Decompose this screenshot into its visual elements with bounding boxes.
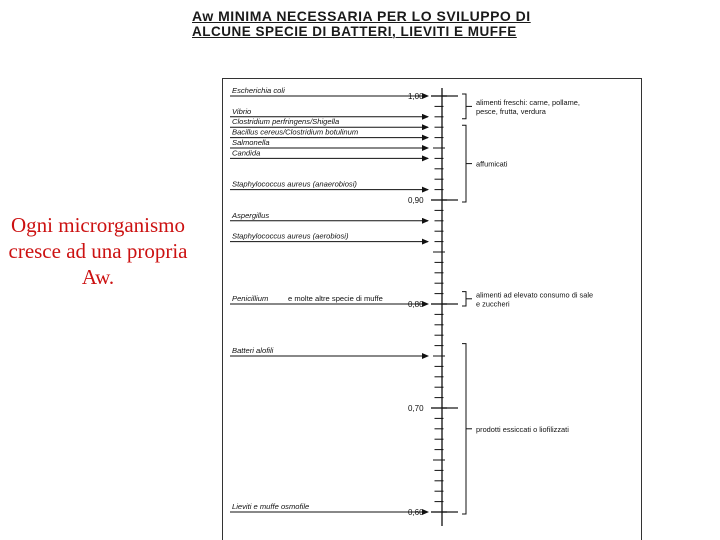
tick-label: 0,70 xyxy=(408,404,424,413)
side-caption: Ogni microrganismo cresce ad una propria Aw. xyxy=(8,213,188,289)
food-group-label: prodotti essiccati o liofilizzati xyxy=(476,424,569,434)
organism-label: Staphylococcus aureus (anaerobiosi) xyxy=(232,179,357,189)
organism-label: Batteri alofili xyxy=(232,346,274,355)
group-bracket xyxy=(462,344,466,514)
food-group-label: affumicati xyxy=(476,159,508,169)
organism-label: Escherichia coli xyxy=(232,86,285,95)
tick-label: 0,80 xyxy=(408,300,424,309)
group-bracket xyxy=(462,94,466,119)
tick-label: 1,00 xyxy=(408,92,424,101)
title-line-1: Aw MINIMA NECESSARIA PER LO SVILUPPO DI xyxy=(192,8,531,24)
food-group-label: e zuccheri xyxy=(476,299,510,309)
organism-label: Lieviti e muffe osmofile xyxy=(232,502,310,511)
organism-label: Vibrio xyxy=(232,106,252,116)
group-bracket xyxy=(462,125,466,202)
title-line-2: ALCUNE SPECIE DI BATTERI, LIEVITI E MUFFE xyxy=(192,24,517,39)
tick-label: 0,90 xyxy=(408,196,424,205)
organism-label: Clostridium perfringens/Shigella xyxy=(232,117,340,127)
tick-label: 0,60 xyxy=(408,508,424,517)
food-group-label: pesce, frutta, verdura xyxy=(476,106,546,116)
organism-label: Penicillium xyxy=(232,294,269,303)
organism-label: Candida xyxy=(232,148,261,158)
organism-label: Aspergillus xyxy=(232,210,270,220)
food-group-label: alimenti ad elevato consumo di sale xyxy=(476,290,594,300)
food-group-label: alimenti freschi: carne, pollame, xyxy=(476,97,580,107)
group-bracket xyxy=(462,292,466,306)
organism-label: Salmonella xyxy=(232,138,270,147)
organism-extra-label: e molte altre specie di muffe xyxy=(288,294,383,303)
organism-label: Staphylococcus aureus (aerobiosi) xyxy=(232,231,349,241)
organism-label: Bacillus cereus/Clostridium botulinum xyxy=(232,127,359,137)
